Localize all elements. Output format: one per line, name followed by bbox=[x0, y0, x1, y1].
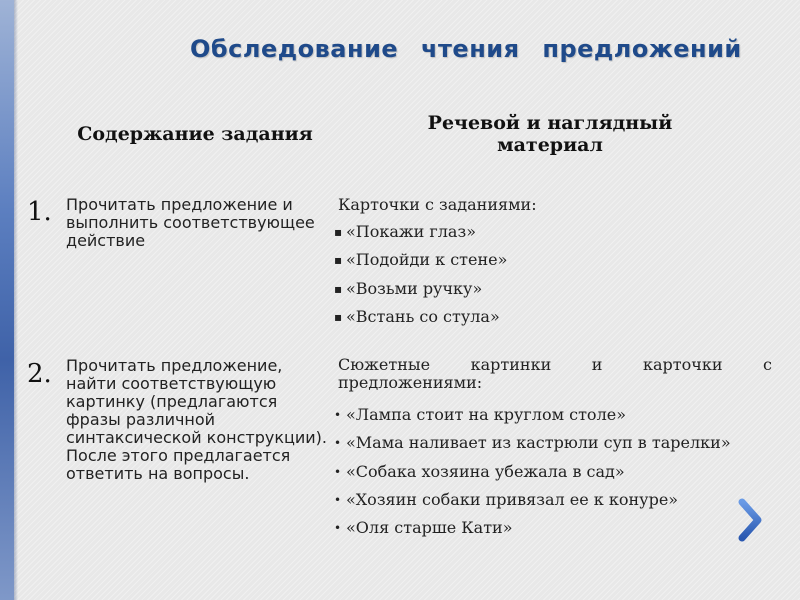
list-item: • «Мама наливает из кастрюли суп в тарелки» bbox=[334, 433, 731, 453]
material-list bbox=[334, 222, 507, 335]
bullet-icon: ▪ bbox=[334, 309, 343, 324]
bullet-icon: ▪ bbox=[334, 281, 343, 296]
list-item: • «Хозяин собаки привязал ее к конуре» bbox=[334, 489, 679, 509]
list-item: ▪ «Встань со стула» bbox=[334, 306, 500, 326]
material-list bbox=[334, 405, 731, 546]
task-text: Прочитать предложение и выполнить соответствующее действие bbox=[66, 195, 315, 250]
list-item: • «Лампа стоит на круглом столе» bbox=[334, 405, 626, 424]
header-material: Речевой и наглядный материал bbox=[427, 112, 673, 156]
next-slide-button[interactable] bbox=[736, 498, 766, 542]
list-item: ▪ «Покажи глаз» bbox=[334, 222, 476, 241]
bullet-icon: • bbox=[334, 464, 342, 479]
bullet-icon: ▪ bbox=[334, 225, 343, 239]
list-item: • «Оля старше Кати» bbox=[334, 518, 513, 538]
chevron-right-icon bbox=[736, 498, 766, 542]
decorative-side-bar bbox=[0, 0, 14, 600]
row-number: 2. bbox=[27, 359, 52, 389]
list-item: ▪ «Возьми ручку» bbox=[334, 278, 483, 298]
list-item: • «Собака хозяина убежала в сад» bbox=[334, 461, 625, 481]
bullet-icon: • bbox=[334, 408, 342, 422]
slide-title: Обследование чтения предложений bbox=[190, 35, 742, 63]
bullet-icon: ▪ bbox=[334, 253, 343, 268]
material-heading: Карточки с заданиями: bbox=[338, 195, 537, 214]
material-heading: Сюжетные картинки и карточки с предложениями: bbox=[338, 355, 772, 392]
decorative-side-bar-shadow bbox=[14, 0, 18, 600]
bullet-icon: • bbox=[334, 521, 342, 536]
bullet-icon: • bbox=[334, 436, 342, 451]
bullet-icon: • bbox=[334, 492, 342, 507]
list-item: ▪ «Подойди к стене» bbox=[334, 250, 508, 270]
task-text: Прочитать предложение, найти соответствующую картинку (предлагаются фразы различной синтаксической конструкции). После этого предлагается ответить на вопросы. bbox=[66, 356, 328, 483]
header-task-content: Содержание задания bbox=[77, 123, 313, 145]
row-number: 1. bbox=[27, 197, 52, 227]
